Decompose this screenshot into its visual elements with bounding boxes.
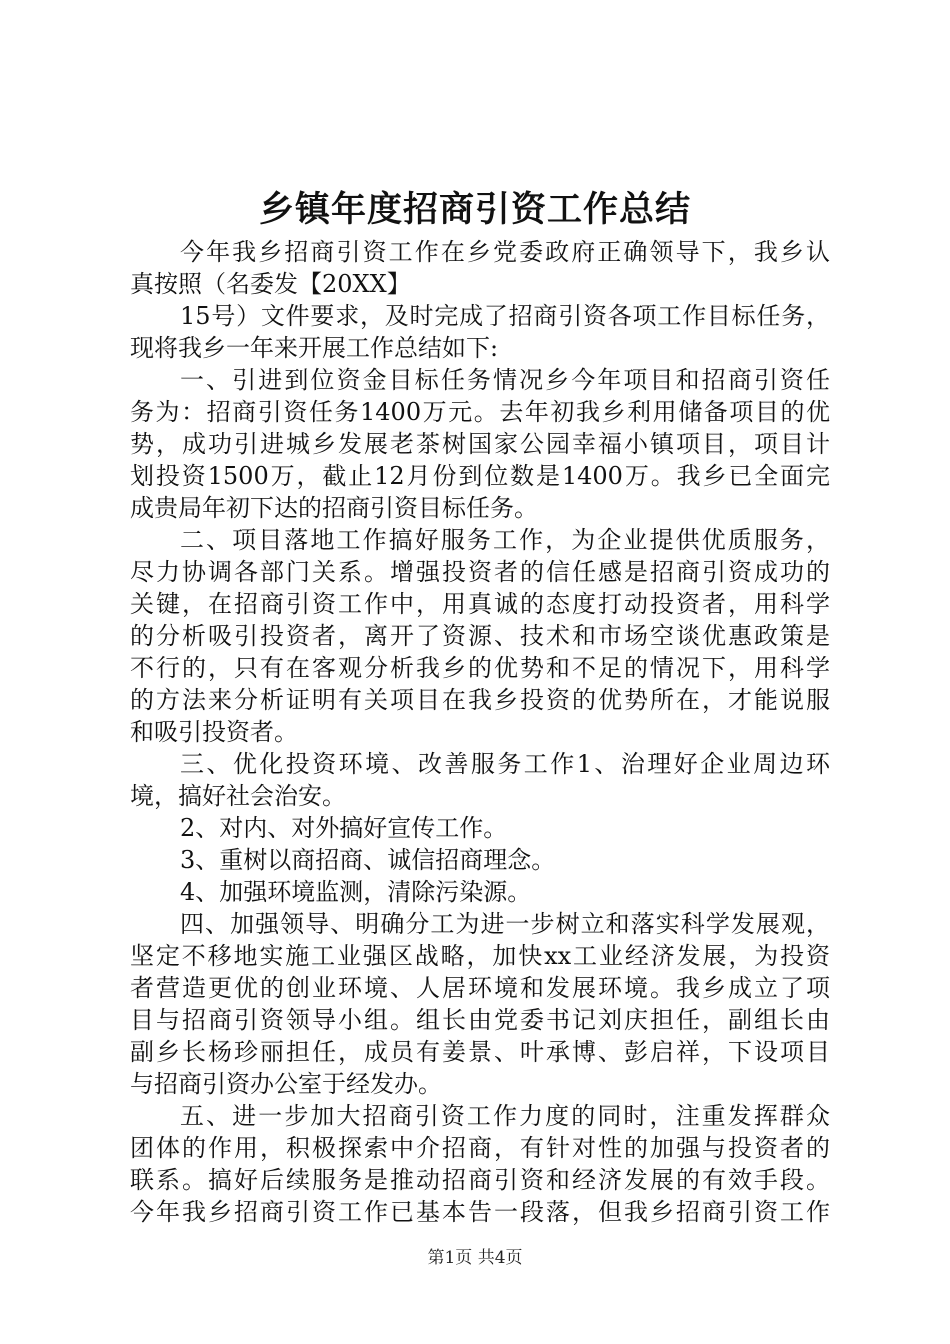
body-text-line: 四、加强领导、明确分工为进一步树立和落实科学发展观， bbox=[180, 910, 830, 938]
body-text-line: 不行的，只有在客观分析我乡的优势和不足的情况下，用科学 bbox=[130, 654, 830, 682]
body-text-line: 划投资1500万，截止12月份到位数是1400万。我乡已全面完 bbox=[130, 462, 830, 490]
body-text-line: 3、重树以商招商、诚信招商理念。 bbox=[180, 846, 556, 874]
body-text-line: 副乡长杨珍丽担任，成员有姜景、叶承博、彭启祥，下设项目 bbox=[130, 1038, 830, 1066]
body-text-line: 今年我乡招商引资工作在乡党委政府正确领导下，我乡认 bbox=[180, 238, 830, 266]
body-text-line: 尽力协调各部门关系。增强投资者的信任感是招商引资成功的 bbox=[130, 558, 830, 586]
body-text-line: 的分析吸引投资者，离开了资源、技术和市场空谈优惠政策是 bbox=[130, 622, 830, 650]
document-body bbox=[130, 236, 830, 1228]
body-text-line: 真按照（名委发【20XX】 bbox=[130, 270, 411, 298]
body-text-line: 势，成功引进城乡发展老茶树国家公园幸福小镇项目，项目计 bbox=[130, 430, 830, 458]
body-text-line: 现将我乡一年来开展工作总结如下: bbox=[130, 334, 499, 362]
body-text-line: 目与招商引资领导小组。组长由党委书记刘庆担任，副组长由 bbox=[130, 1006, 830, 1034]
body-text-line: 关键，在招商引资工作中，用真诚的态度打动投资者，用科学 bbox=[130, 590, 830, 618]
body-text-line: 和吸引投资者。 bbox=[130, 718, 298, 746]
body-text-line: 联系。搞好后续服务是推动招商引资和经济发展的有效手段。 bbox=[130, 1166, 830, 1194]
body-text-line: 务为：招商引资任务1400万元。去年初我乡利用储备项目的优 bbox=[130, 398, 830, 426]
body-text-line: 2、对内、对外搞好宣传工作。 bbox=[180, 814, 508, 842]
body-text-line: 团体的作用，积极探索中介招商，有针对性的加强与投资者的 bbox=[130, 1134, 830, 1162]
body-text-line: 者营造更优的创业环境、人居环境和发展环境。我乡成立了项 bbox=[130, 974, 830, 1002]
body-text-line: 境，搞好社会治安。 bbox=[130, 782, 346, 810]
body-text-line: 坚定不移地实施工业强区战略，加快xx工业经济发展，为投资 bbox=[130, 942, 830, 970]
body-text-line: 三、优化投资环境、改善服务工作1、治理好企业周边环 bbox=[180, 750, 830, 778]
body-text-line: 成贵局年初下达的招商引资目标任务。 bbox=[130, 494, 538, 522]
body-text-line: 一、引进到位资金目标任务情况乡今年项目和招商引资任 bbox=[180, 366, 830, 394]
body-text-line: 15号）文件要求，及时完成了招商引资各项工作目标任务， bbox=[180, 302, 830, 330]
document-title: 乡镇年度招商引资工作总结 bbox=[258, 189, 691, 230]
body-text-line: 4、加强环境监测，清除污染源。 bbox=[180, 878, 532, 906]
body-text-line: 五、进一步加大招商引资工作力度的同时，注重发挥群众 bbox=[180, 1102, 830, 1130]
body-text-line: 的方法来分析证明有关项目在我乡投资的优势所在，才能说服 bbox=[130, 686, 830, 714]
body-text-line: 与招商引资办公室于经发办。 bbox=[130, 1070, 442, 1098]
body-text-line: 二、项目落地工作搞好服务工作，为企业提供优质服务， bbox=[180, 526, 830, 554]
body-text-line: 今年我乡招商引资工作已基本告一段落，但我乡招商引资工作 bbox=[130, 1198, 830, 1226]
page-number-footer: 第1页 共4页 bbox=[427, 1248, 523, 1268]
